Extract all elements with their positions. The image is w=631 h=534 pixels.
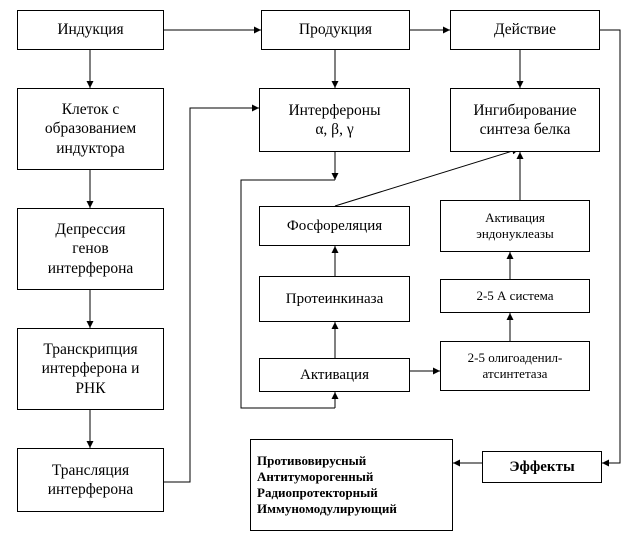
box-transcription	[17, 328, 164, 410]
label-phosphorylation: Фосфореляция	[286, 217, 383, 234]
box-2-5a-system	[440, 279, 590, 313]
box-cells-inducer	[17, 88, 164, 170]
box-effects-list	[250, 439, 453, 531]
arrow-phosphorylation-inhibition	[335, 149, 519, 206]
label-induction: Индукция	[57, 21, 124, 39]
box-proteinkinase	[259, 276, 410, 322]
label-production: Продукция	[298, 21, 373, 39]
box-effects	[482, 451, 602, 483]
label-proteinkinase: Протеинкиназа	[285, 290, 384, 307]
label-depression: Депрессия генов интерферона	[47, 220, 134, 277]
label-interferons: Интерфероны α, β, γ	[288, 101, 381, 138]
label-cells-inducer: Клеток с образованием индуктора	[44, 100, 137, 157]
label-transcription: Транскрипция интерферона и РНК	[41, 340, 140, 397]
label-endonuclease: Активация эндонуклеазы	[476, 209, 554, 241]
label-2-5a-system: 2-5 А система	[476, 287, 554, 303]
label-translation: Трансляция интерферона	[47, 461, 134, 498]
label-inhibition: Ингибирование синтеза белка	[473, 101, 577, 138]
box-oligoadenylate	[440, 341, 590, 391]
box-endonuclease	[440, 200, 590, 252]
box-inhibition	[450, 88, 600, 152]
box-translation	[17, 448, 164, 512]
box-induction	[17, 10, 164, 50]
box-action	[450, 10, 600, 50]
arrow-translation-interferons	[164, 108, 259, 482]
box-activation	[259, 358, 410, 392]
box-depression	[17, 208, 164, 290]
label-effects: Эффекты	[509, 458, 575, 475]
box-phosphorylation	[259, 206, 410, 246]
box-interferons	[259, 88, 410, 152]
label-effects-list: Противовирусный Антитуморогенный Радиопротекторный Иммуномодулирующий	[257, 452, 397, 517]
label-action: Действие	[493, 21, 557, 39]
arrow-action-effects	[600, 30, 620, 463]
label-oligoadenylate: 2-5 олигоаденил- атсинтетаза	[467, 349, 563, 381]
box-production	[261, 10, 410, 50]
label-activation: Активация	[299, 366, 369, 383]
